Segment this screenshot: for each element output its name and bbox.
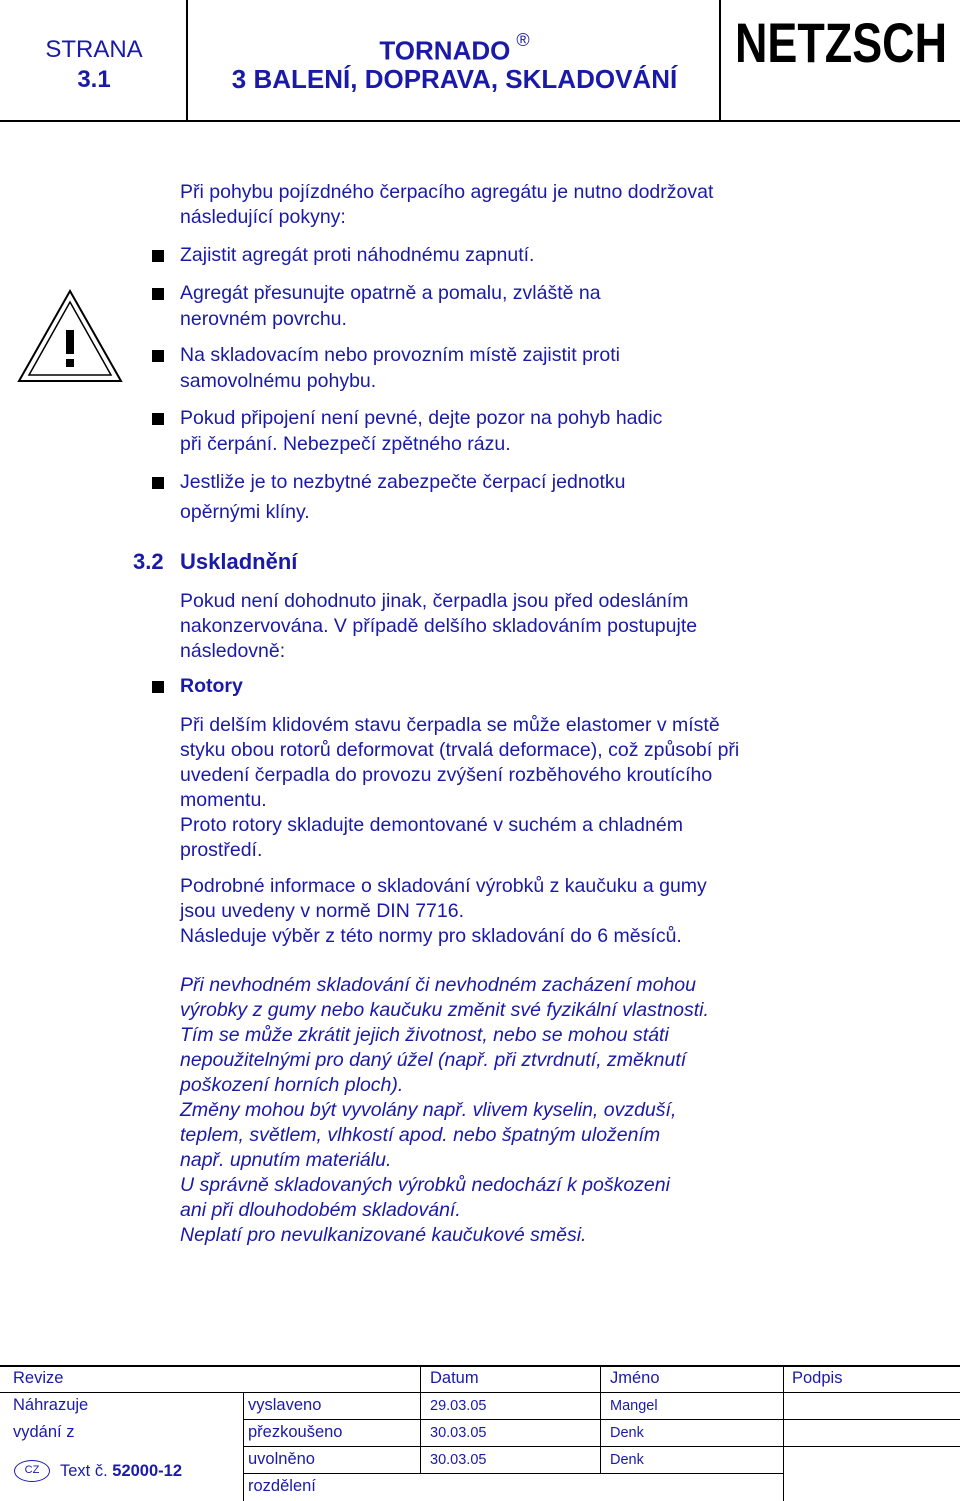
rozdeleni-label: rozdělení xyxy=(248,1477,316,1495)
page-number-cell xyxy=(0,0,188,122)
row-name: Denk xyxy=(610,1452,644,1468)
section-number: 3.2 xyxy=(133,549,164,574)
section-intro-line3: následovně: xyxy=(180,640,286,662)
din-para-line1: Podrobné informace o skladování výrobků z kaučuku a gumy xyxy=(180,875,707,897)
section-intro-line1: Pokud není dohodnuto jinak, čerpadla jsou před odesláním xyxy=(180,590,689,612)
row-label: přezkoušeno xyxy=(248,1423,343,1441)
netzsch-logo xyxy=(731,14,951,70)
italic-line3: Tím se může zkrátit jejich životnost, nebo se mohou státi xyxy=(180,1024,669,1046)
table-divider xyxy=(243,1473,783,1474)
warning-bullet-5-line2: opěrnými klíny. xyxy=(180,501,310,523)
row-label: vyslaveno xyxy=(248,1396,322,1414)
logo-cell xyxy=(721,0,960,122)
italic-line5: poškození horních ploch). xyxy=(180,1074,404,1096)
chapter-title: 3 BALENÍ, DOPRAVA, SKLADOVÁNÍ xyxy=(231,64,678,94)
jmeno-label: Jméno xyxy=(610,1369,660,1387)
svg-text:NETZSCH: NETZSCH xyxy=(735,14,947,70)
product-name: TORNADO ® xyxy=(379,30,530,66)
table-divider xyxy=(243,1446,960,1447)
page-content xyxy=(0,122,960,1355)
title-cell xyxy=(188,0,721,122)
page-label: STRANA xyxy=(45,36,143,63)
bullet-marker xyxy=(152,681,164,693)
rotory-para-line4: momentu. xyxy=(180,789,267,811)
italic-line11: Neplatí pro nevulkanizované kaučukové směsi. xyxy=(180,1224,587,1246)
vydani-label: vydání z xyxy=(13,1423,75,1441)
italic-line6: Změny mohou být vyvolány např. vlivem kyselin, ovzduší, xyxy=(180,1099,677,1121)
warning-triangle-icon xyxy=(16,288,124,384)
row-date: 30.03.05 xyxy=(430,1452,487,1468)
revize-label: Revize xyxy=(13,1369,64,1387)
warning-bullet-5-line1: Jestliže je to nezbytné zabezpečte čerpací jednotku xyxy=(180,471,626,493)
italic-line8: např. upnutím materiálu. xyxy=(180,1149,392,1171)
page-number: 3.1 xyxy=(77,66,111,93)
warning-bullet-1: Zajistit agregát proti náhodnému zapnutí. xyxy=(180,244,535,266)
rotory-heading: Rotory xyxy=(180,675,243,697)
warning-bullet-2-line2: nerovném povrchu. xyxy=(180,308,347,330)
table-divider xyxy=(0,1392,960,1393)
bullet-marker xyxy=(152,288,164,300)
rotory-para-line6: prostředí. xyxy=(180,839,263,861)
bullet-marker xyxy=(152,350,164,362)
warning-bullet-4-line2: při čerpání. Nebezpečí zpětného rázu. xyxy=(180,433,511,455)
rotory-para-line3: uvedení čerpadla do provozu zvýšení rozběhového kroutícího xyxy=(180,764,713,786)
language-badge: CZ xyxy=(14,1460,50,1482)
bullet-marker xyxy=(152,477,164,489)
warning-bullet-4-line1: Pokud připojení není pevné, dejte pozor na pohyb hadic xyxy=(180,407,663,429)
italic-line1: Při nevhodném skladování či nevhodném zacházení mohou xyxy=(180,974,696,996)
row-label: uvolněno xyxy=(248,1450,315,1468)
rotory-para-line5: Proto rotory skladujte demontované v suchém a chladném xyxy=(180,814,683,836)
nahrazuje-label: Náhrazuje xyxy=(13,1396,89,1414)
podpis-label: Podpis xyxy=(792,1369,843,1387)
italic-line4: nepoužitelnými pro daný úžel (např. při ztvrdnutí, změknutí xyxy=(180,1049,687,1071)
row-name: Denk xyxy=(610,1425,644,1441)
rotory-para-line2: styku obou rotorů deformovat (trvalá deformace), což způsobí při xyxy=(180,739,740,761)
table-divider xyxy=(783,1365,784,1501)
section-title: Uskladnění xyxy=(180,549,298,574)
warning-intro-line1: Při pohybu pojízdného čerpacího agregátu je nutno dodržovat xyxy=(180,181,714,203)
text-number: Text č. 52000-12 xyxy=(60,1462,183,1480)
datum-label: Datum xyxy=(430,1369,479,1387)
italic-line10: ani při dlouhodobém skladování. xyxy=(180,1199,461,1221)
italic-line9: U správně skladovaných výrobků nedochází k poškozeni xyxy=(180,1174,670,1196)
warning-bullet-2-line1: Agregát přesunujte opatrně a pomalu, zvláště na xyxy=(180,282,601,304)
warning-bullet-3-line2: samovolnému pohybu. xyxy=(180,370,377,392)
row-date: 30.03.05 xyxy=(430,1425,487,1441)
table-divider xyxy=(243,1419,960,1420)
din-para-line2: jsou uvedeny v normě DIN 7716. xyxy=(180,900,464,922)
row-name: Mangel xyxy=(610,1398,658,1414)
rotory-para-line1: Při delším klidovém stavu čerpadla se může elastomer v místě xyxy=(180,714,720,736)
warning-intro-line2: následující pokyny: xyxy=(180,206,346,228)
table-divider xyxy=(600,1365,601,1474)
din-para-line3: Následuje výběr z této normy pro skladování do 6 měsíců. xyxy=(180,925,682,947)
italic-line2: výrobky z gumy nebo kaučuku změnit své fyzikální vlastnosti. xyxy=(180,999,709,1021)
page-header xyxy=(0,0,960,122)
italic-line7: teplem, světlem, vlhkostí apod. nebo špatným uložením xyxy=(180,1124,661,1146)
registered-mark: ® xyxy=(516,30,530,50)
row-date: 29.03.05 xyxy=(430,1398,487,1414)
section-intro-line2: nakonzervována. V případě delšího skladováním postupujte xyxy=(180,615,698,637)
table-divider xyxy=(420,1365,421,1474)
bullet-marker xyxy=(152,413,164,425)
table-divider xyxy=(243,1392,244,1501)
warning-bullet-3-line1: Na skladovacím nebo provozním místě zajistit proti xyxy=(180,344,621,366)
bullet-marker xyxy=(152,250,164,262)
